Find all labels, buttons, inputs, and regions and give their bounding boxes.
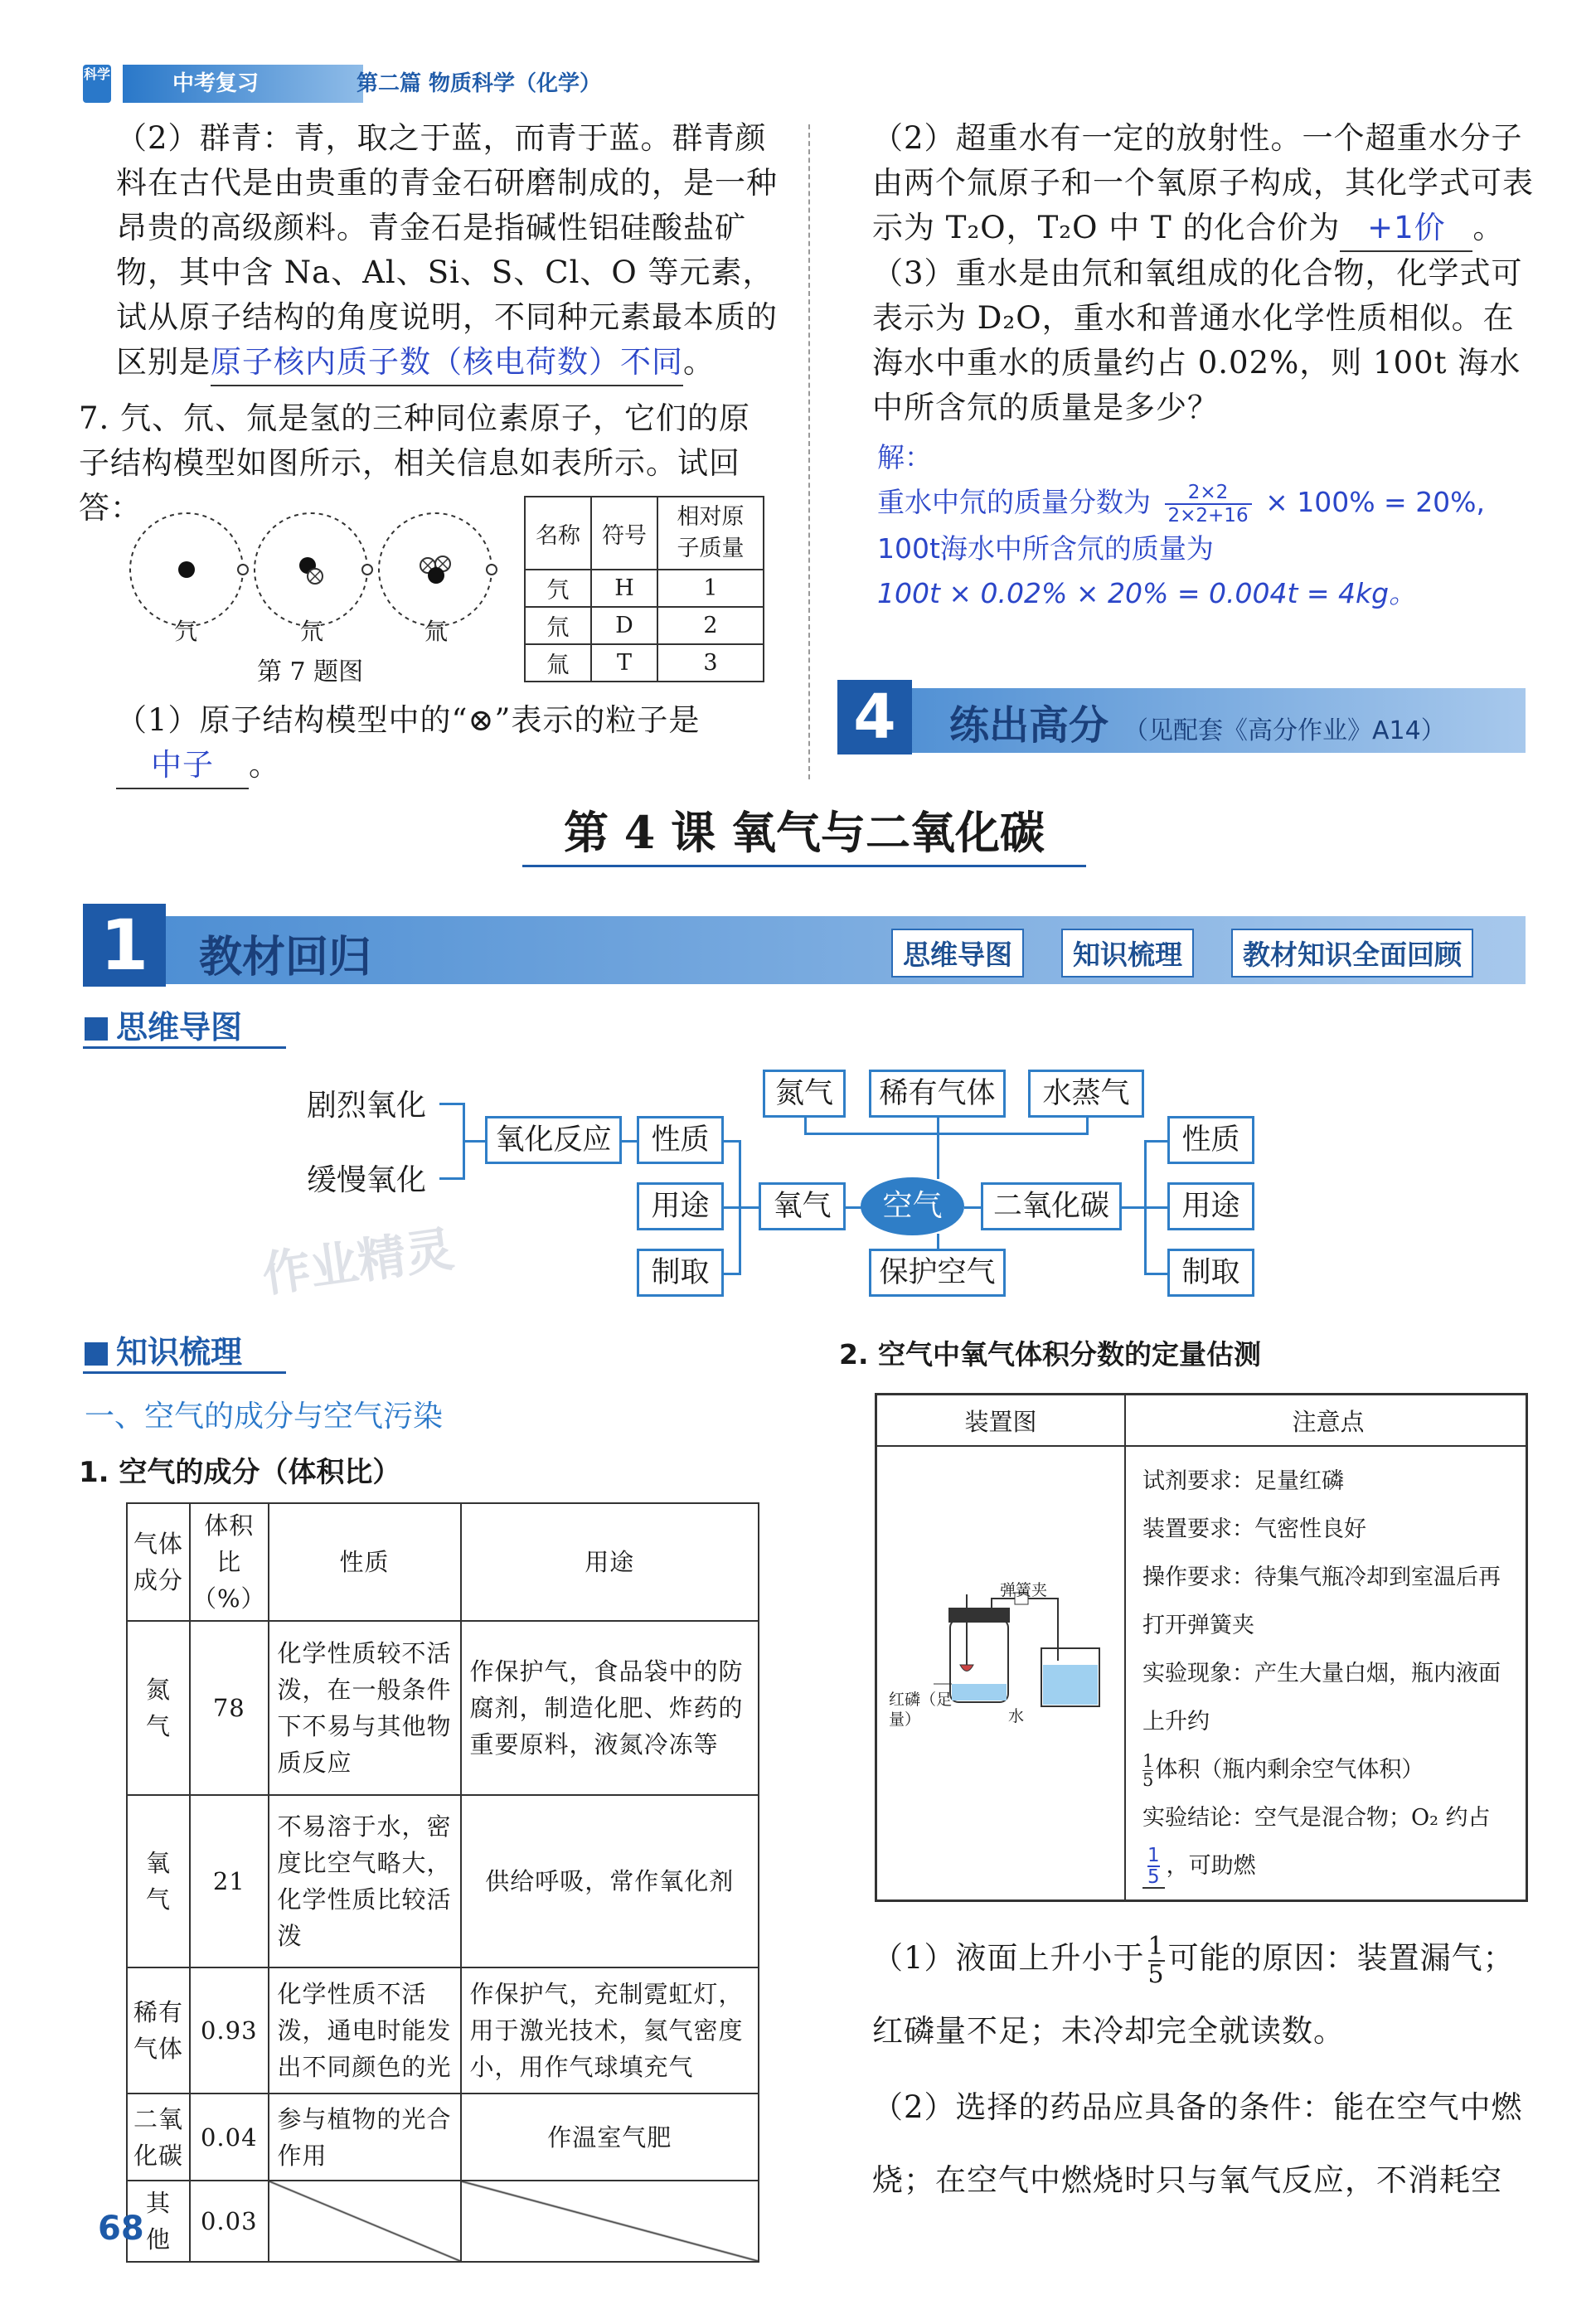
banner-practice — [837, 680, 1526, 754]
box-co2: 二氧化碳 — [981, 1182, 1122, 1230]
box-oxidation: 氧化反应 — [485, 1116, 622, 1164]
header-bar — [83, 60, 602, 106]
header-title: 第二篇 物质科学（化学） — [357, 71, 602, 96]
isotope-table — [524, 496, 764, 682]
solution-line-3: 100t × 0.02% × 20% = 0.004t = 4kg。 — [877, 576, 1417, 609]
box-protect-air: 保护空气 — [869, 1249, 1006, 1297]
box-vapor: 水蒸气 — [1028, 1070, 1144, 1118]
col-gas: 气体成分 — [127, 1503, 190, 1621]
atom-label-deuterium: 氘 — [300, 618, 324, 645]
banner-1-number: 1 — [83, 904, 166, 987]
table-row: 二氧化碳 0.04 参与植物的光合作用 作温室气肥 — [127, 2094, 759, 2181]
box-noble-gas: 稀有气体 — [869, 1070, 1006, 1118]
question-7-2: （2）超重水有一定的放射性。一个超重水分子由两个氚原子和一个氧原子构成，其化学式可表示为 T₂O，T₂O 中 T 的化合价为 +1价 。 — [872, 116, 1535, 252]
table-row: 氕 H 1 — [525, 570, 764, 607]
answer-7-1: 中子 — [116, 743, 249, 789]
page-number: 68 — [98, 2210, 144, 2248]
question-7-3: （3）重水是由氘和氧组成的化合物，化学式可表示为 D₂O，重水和普通水化学性质相似。在海水中重水的质量约占 0.02%，则 100t 海水中所含氘的质量是多少？ — [872, 255, 1523, 425]
atom-label-tritium: 氚 — [424, 618, 449, 645]
box-use-right: 用途 — [1167, 1182, 1254, 1230]
node-air: 空气 — [861, 1177, 964, 1235]
label-clip: 弹簧夹 — [1000, 1581, 1048, 1599]
subsection-air: 一、空气的成分与空气污染 — [85, 1400, 444, 1434]
table-row: 氧气 21 不易溶于水，密度比空气略大，化学性质比较活泼 供给呼吸，常作氧化剂 — [127, 1795, 759, 1967]
table-row: 氘 D 2 — [525, 607, 764, 644]
header-tag: 中考复习 — [123, 65, 363, 103]
banner-4-title: 练出高分 — [949, 702, 1109, 749]
figure-caption: 第 7 题图 — [257, 657, 364, 687]
iso-header-name: 名称 — [525, 497, 591, 570]
col-use: 用途 — [461, 1503, 759, 1621]
box-use-left: 用途 — [637, 1182, 724, 1230]
col-volume: 体积比（%） — [190, 1503, 269, 1621]
banner-1-title: 教材回归 — [199, 933, 372, 982]
col-apparatus: 装置图 — [964, 1408, 1037, 1436]
box-property-right: 性质 — [1167, 1116, 1254, 1164]
question-7-1: （1）原子结构模型中的“⊗”表示的粒子是 中子 。 — [116, 698, 779, 789]
label-slow-oxidation: 缓慢氧化 — [307, 1163, 427, 1197]
mindmap-heading: 思维导图 — [85, 1002, 242, 1047]
answer-6-2: 原子核内质子数（核电荷数）不同 — [211, 340, 683, 386]
knowledge-heading: 知识梳理 — [85, 1327, 242, 1372]
table-row: 氮气 78 化学性质较不活泼，在一般条件下不易与其他物质反应 作保护气，食品袋中的防腐剂，制造化肥、炸药的重要原料，液氮冷冻等 — [127, 1621, 759, 1795]
btn-knowledge[interactable]: 知识梳理 — [1061, 929, 1194, 978]
col-notes: 注意点 — [1292, 1408, 1365, 1436]
measure-table — [875, 1393, 1528, 1902]
atom-deuterium — [255, 513, 372, 626]
iso-header-mass: 相对原子质量 — [657, 497, 764, 570]
label-red-phosphorus: 红磷（足量） — [889, 1691, 953, 1729]
measure-question-1: （1）液面上升小于 $\frac{1}{5}$ 可能的原因：装置漏气；红磷量不足；未冷却完全就读数。 — [872, 1931, 1515, 2049]
measure-notes: 试剂要求：足量红磷 装置要求：气密性良好 操作要求：待集气瓶冷却到室温后再打开弹簧夹 实验现象：产生大量白烟，瓶内液面上升约 $\frac{1}{5}$ 体积（瓶内剩余空气体积） 实验结论：空气是混合物；O₂ 约占 $\frac{1}{5}$ ，可助燃 — [1142, 1468, 1501, 1888]
solution-line-2: 100t海水中所含氘的质量为 — [877, 531, 1214, 565]
lesson-title: 第 4 课 氧气与二氧化碳 — [522, 798, 1086, 867]
label-water: 水 — [1008, 1707, 1025, 1725]
box-nitrogen: 氮气 — [763, 1070, 846, 1118]
atom-label-protium: 氕 — [174, 618, 198, 645]
table-row: 其他 0.03 — [127, 2181, 759, 2262]
atom-protium — [130, 513, 248, 626]
box-oxygen: 氧气 — [759, 1182, 846, 1230]
question-6-2: （2）群青：青，取之于蓝，而青于蓝。群青颜料在古代是由贵重的青金石研磨制成的，是一种昂贵的高级颜料。青金石是指碱性铝硅酸盐矿物，其中含 Na、Al、Si、S、Cl、O 等元素，试从原子结构的角度说明，不同种元素最本质的区别是原子核内质子数（核电荷数）不同。 — [116, 116, 779, 386]
subject-badge: 科学 — [83, 65, 111, 103]
subsection-air-composition: 1. 空气的成分（体积比） — [79, 1456, 401, 1489]
atom-tritium — [379, 513, 497, 626]
btn-mindmap[interactable]: 思维导图 — [891, 929, 1024, 978]
label-vigorous-oxidation: 剧烈氧化 — [307, 1089, 427, 1123]
question-7: 7. 氕、氘、氚是氢的三种同位素原子，它们的原子结构模型如图所示，相关信息如表所示。试回答： — [79, 400, 751, 526]
box-make-left: 制取 — [637, 1249, 724, 1297]
measure-title: 2. 空气中氧气体积分数的定量估测 — [839, 1338, 1261, 1371]
col-property: 性质 — [269, 1503, 461, 1621]
solution-block — [877, 435, 1557, 616]
column-divider — [808, 124, 810, 779]
answer-7-2: +1价 — [1340, 206, 1472, 252]
atom-models-figure — [124, 507, 497, 673]
solution-label: 解： — [877, 441, 932, 473]
measure-question-2: （2）选择的药品应具备的条件：能在空气中燃烧；在空气中燃烧时只与氧气反应，不消耗空 — [872, 2089, 1523, 2198]
watermark: 作业精灵 — [259, 1220, 458, 1303]
solution-line-1: 重水中氘的质量分数为 $\frac{2\times 2}{2\times 2+16}$ × 100% = 20%, — [877, 481, 1486, 526]
banner-4-number: 4 — [837, 680, 912, 754]
iso-header-symbol: 符号 — [591, 497, 657, 570]
box-make-right: 制取 — [1167, 1249, 1254, 1297]
table-row: 氚 T 3 — [525, 644, 764, 682]
banner-4-note: （见配套《高分作业》A14） — [1123, 716, 1446, 745]
banner-textbook — [83, 904, 1526, 987]
box-property-left: 性质 — [637, 1116, 724, 1164]
btn-review[interactable]: 教材知识全面回顾 — [1231, 929, 1473, 978]
air-composition-table — [126, 1502, 759, 2263]
table-row: 稀有气体 0.93 化学性质不活泼，通电时能发出不同颜色的光 作保护气，充制霓虹灯，用于激光技术，氦气密度小，用作气球填充气 — [127, 1967, 759, 2094]
